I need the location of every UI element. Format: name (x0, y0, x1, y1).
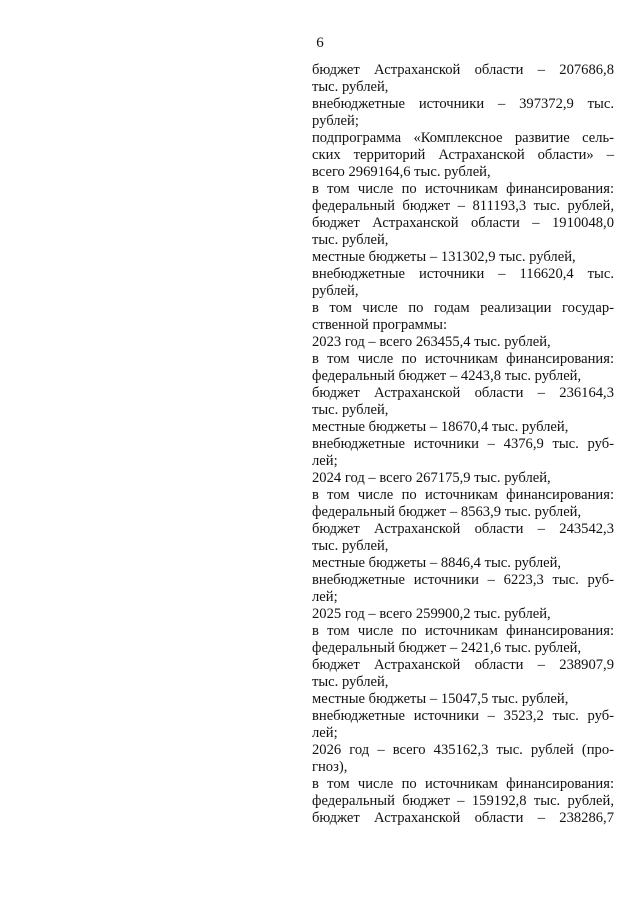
paragraph-line: всего 2969164,6 тыс. рублей, (312, 164, 491, 180)
paragraph-line-start: в том числе по источникам финансирования: (312, 351, 614, 367)
paragraph-line: лей; (312, 453, 338, 469)
paragraph-line-start: в том числе по источникам финансирования: (312, 623, 614, 639)
paragraph-line-start: бюджет Астраханской области – 207686,8 (312, 62, 614, 78)
paragraph-line-start: внебюджетные источники – 397372,9 тыс. (312, 96, 614, 112)
paragraph-line-start: подпрограмма «Комплексное развитие сель- (312, 130, 614, 146)
paragraph-line-start: бюджет Астраханской области – 238286,7 (312, 810, 614, 826)
paragraph-line-start: внебюджетные источники – 4376,9 тыс. руб- (312, 436, 614, 452)
paragraph-line-start: внебюджетные источники – 116620,4 тыс. (312, 266, 614, 282)
paragraph-line: лей; (312, 725, 338, 741)
paragraph-line: ских территорий Астраханской области» – (312, 147, 614, 163)
document-body (312, 62, 614, 827)
paragraph-line: тыс. рублей, (312, 402, 389, 418)
paragraph-line-start: в том числе по источникам финансирования: (312, 776, 614, 792)
paragraph-line-start: в том числе по источникам финансирования: (312, 181, 614, 197)
paragraph-line: тыс. рублей, (312, 79, 389, 95)
paragraph-line-start: федеральный бюджет – 159192,8 тыс. рублей, (312, 793, 614, 809)
paragraph-line-start: федеральный бюджет – 2421,6 тыс. рублей, (312, 640, 582, 656)
paragraph-line-start: бюджет Астраханской области – 243542,3 (312, 521, 614, 537)
paragraph-line: гноз), (312, 759, 348, 775)
paragraph-line: рублей; (312, 113, 359, 129)
paragraph-line-start: 2026 год – всего 435162,3 тыс. рублей (про- (312, 742, 614, 758)
paragraph-line-start: внебюджетные источники – 3523,2 тыс. руб- (312, 708, 614, 724)
paragraph-line-start: бюджет Астраханской области – 1910048,0 (312, 215, 614, 231)
paragraph-line: тыс. рублей, (312, 232, 389, 248)
paragraph-line-start: федеральный бюджет – 4243,8 тыс. рублей, (312, 368, 582, 384)
paragraph-line-start: федеральный бюджет – 811193,3 тыс. рублей, (312, 198, 614, 214)
paragraph-line: рублей, (312, 283, 359, 299)
paragraph-line: тыс. рублей, (312, 674, 389, 690)
paragraph-line: тыс. рублей, (312, 538, 389, 554)
paragraph-line-start: местные бюджеты – 15047,5 тыс. рублей, (312, 691, 569, 707)
paragraph-line-start: федеральный бюджет – 8563,9 тыс. рублей, (312, 504, 582, 520)
paragraph-line: ственной программы: (312, 317, 448, 333)
paragraph-line-start: в том числе по годам реализации государ- (312, 300, 614, 316)
paragraph-line: лей; (312, 589, 338, 605)
paragraph-line-start: местные бюджеты – 18670,4 тыс. рублей, (312, 419, 569, 435)
paragraph-line-start: 2023 год – всего 263455,4 тыс. рублей, (312, 334, 551, 350)
paragraph-line-start: бюджет Астраханской области – 238907,9 (312, 657, 614, 673)
paragraph-line-start: местные бюджеты – 8846,4 тыс. рублей, (312, 555, 562, 571)
paragraph-line-start: в том числе по источникам финансирования: (312, 487, 614, 503)
paragraph-line-start: 2025 год – всего 259900,2 тыс. рублей, (312, 606, 551, 622)
paragraph-line-start: бюджет Астраханской области – 236164,3 (312, 385, 614, 401)
paragraph-line-start: 2024 год – всего 267175,9 тыс. рублей, (312, 470, 551, 486)
paragraph-line-start: местные бюджеты – 131302,9 тыс. рублей, (312, 249, 576, 265)
paragraph-line-start: внебюджетные источники – 6223,3 тыс. руб- (312, 572, 614, 588)
page-number: 6 (316, 35, 324, 51)
